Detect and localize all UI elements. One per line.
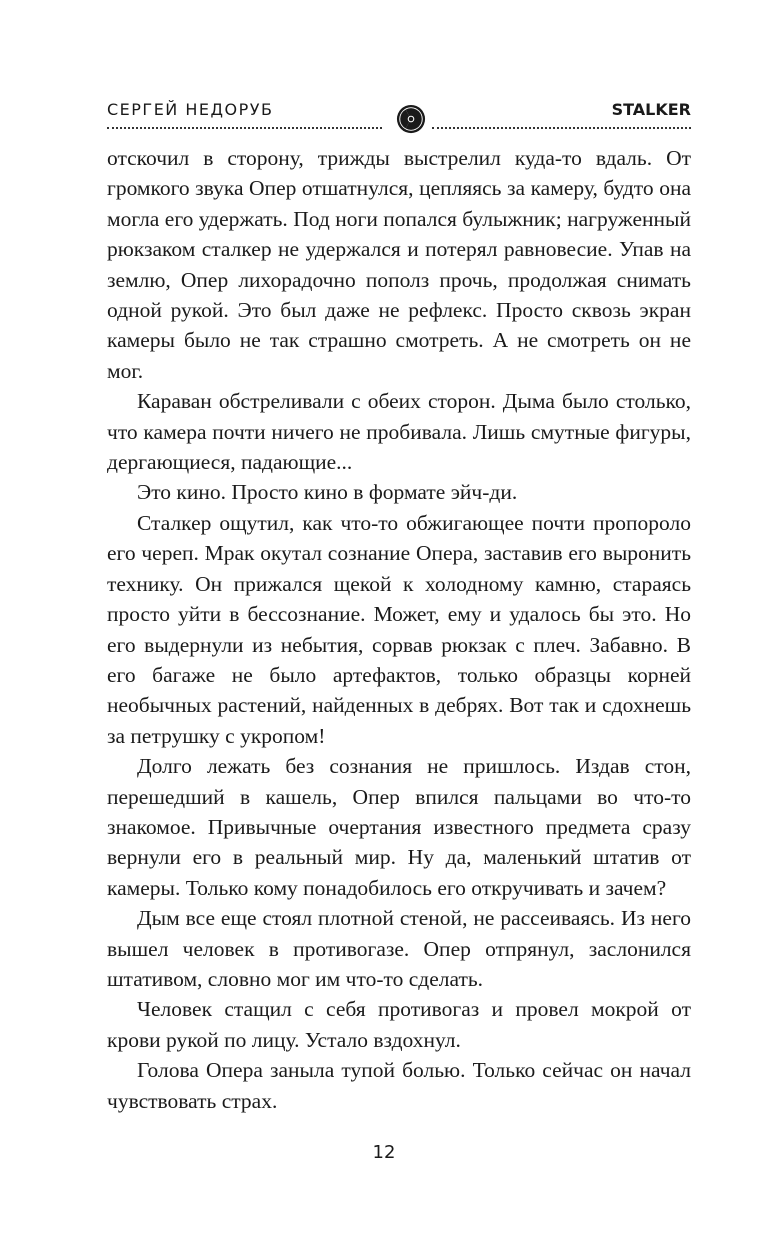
radiation-trefoil-icon <box>396 104 426 134</box>
paragraph: Человек стащил с себя противогаз и провел мокрой от крови рукой по лицу. Устало вздохнул. <box>107 997 691 1052</box>
paragraph: Это кино. Просто кино в формате эйч-ди. <box>137 480 518 505</box>
header-dotted-rule-right <box>432 127 691 129</box>
paragraph: Дым все еще стоял плотной стеной, не рассеиваясь. Из него вышел человек в противогазе. Опер отпрянул, заслонился штативом, словно мог им что-то сделать. <box>107 906 691 991</box>
author-name: СЕРГЕЙ НЕДОРУБ <box>107 100 274 119</box>
page-body <box>107 143 691 1116</box>
paragraph: Караван обстреливали с обеих сторон. Дыма было столько, что камера почти ничего не пробивала. Лишь смутные фигуры, дергающиеся, падающие... <box>107 389 691 475</box>
page-number: 12 <box>372 1142 396 1163</box>
paragraph: отскочил в сторону, трижды выстрелил куда-то вдаль. От громкого звука Опер отшатнулся, цепляясь за камеру, будто она могла его удержать. Под ноги попался булыжник; нагруженный рюкзаком сталкер не удержался и потерял равновесие. Упав на землю, Опер лихорадочно пополз прочь, продолжая снимать одной рукой. Это был даже не рефлекс. Просто сквозь экран камеры было не так страшно смотреть. А не смотреть он не мог. <box>107 146 691 383</box>
paragraph: Голова Опера заныла тупой болью. Только сейчас он начал чувствовать страх. <box>107 1058 691 1113</box>
running-header <box>107 100 691 134</box>
paragraph: Долго лежать без сознания не пришлось. Издав стон, перешедший в кашель, Опер впился пальцами во что-то знакомое. Привычные очертания известного предмета сразу вернули его в реальный мир. Ну да, маленький штатив от камеры. Только кому понадобилось его откручивать и зачем? <box>107 754 691 900</box>
series-title: STALKER <box>611 100 691 119</box>
paragraph: Сталкер ощутил, как что-то обжигающее почти пропороло его череп. Мрак окутал сознание Опера, заставив его выронить технику. Он прижался щекой к холодному камню, стараясь просто уйти в бессознание. Может, ему и удалось бы это. Но его выдернули из небытия, сорвав рюкзак с плеч. Забавно. В его багаже не было артефактов, только образцы корней необычных растений, найденных в дебрях. Вот так и сдохнешь за петрушку с укропом! <box>107 510 691 748</box>
header-dotted-rule-left <box>107 127 382 129</box>
